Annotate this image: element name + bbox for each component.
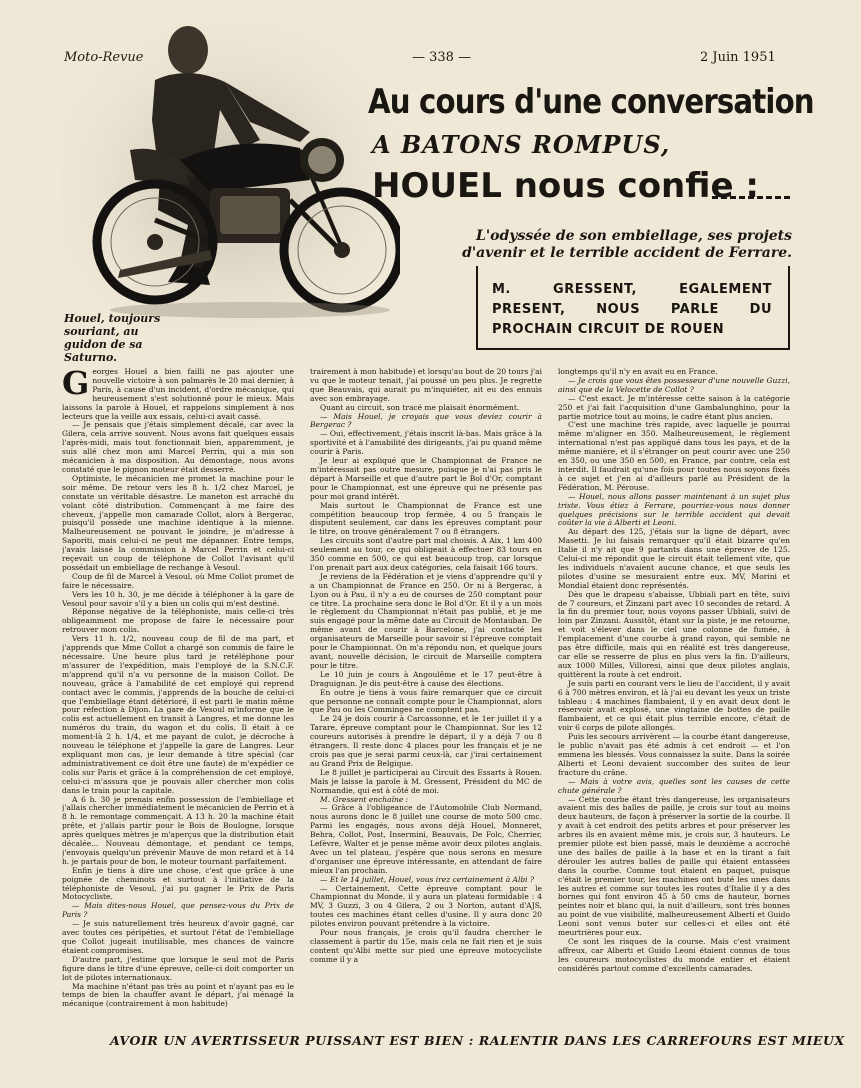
paragraph: En outre je tiens à vous faire remarquer que ce circuit que personne ne connaît compte pour le Championnat, alors que Pau ou les Comminges ne comptent pas. <box>310 687 542 715</box>
paragraph: Ma machine n'étant pas très au point et n'ayant pas eu le temps de bien la chauffer avant le départ, j'ai ménagé la mécanique (contrairement à mon habitude) <box>62 981 294 1009</box>
paragraph: longtemps qu'il n'y en avait eu en France. <box>558 368 718 376</box>
paragraph: Puis les secours arrivèrent — la courbe étant dangereuse, le public n'avait pas été admis à cet endroit — et l'on emmena les blessés. Vous connaissez la suite. Dans la soirée Alberti et Leoni devaient succomber des suites de leur fracture du crâne. <box>558 732 790 777</box>
article-column-2 <box>310 368 542 1023</box>
paragraph: Enfin je tiens à dire une chose, c'est que grâce à une poignée de cheminots et surtout à l'initiative de la téléphoniste de Vesoul, j'ai pu gagner le Prix de Paris Motocycliste. <box>62 865 294 902</box>
article-subtitle: L'odyssée de son embiellage, ses projets d'avenir et le terrible accident de Ferrare. <box>462 228 792 261</box>
rider-motorcycle-photo <box>60 10 400 328</box>
interview-question: — Et le 14 juillet, Houel, vous irez certainement à Albi ? <box>320 874 534 884</box>
paragraph: Je reviens de la Fédération et je viens d'apprendre qu'il y a un Championnat de France en 250. Or ni à Bergerac, à Lyon ou à Pau, il n'y a eu de courses de 250 comptant pour ce titre. La prochaine sera donc le Bol d'Or. Et il y a un mois le règlement du Championnat n'était pas publié, et je me suis engagé pour la même date au Circuit de Montauban. De même avant de courir à Barcelone, j'ai contacté les organisateurs de Marseille pour savoir si l'épreuve comptait pour le Championnat. On m'a répondu non, et quelque jours avant, nouvelle décision, le circuit de Marseille comptera pour le titre. <box>310 571 542 670</box>
paragraph: — Grâce à l'obligeance de l'Automobile Club Normand, nous aurons donc le 8 juillet une course de moto 500 cmc. Parmi les engagés, nous avons déjà Houel, Monneret, Behra, Collot, Post, Insermini, Beauvais, De Folc, Cherrier, Lefèvre, Walter et je pense même avoir deux pilotes anglais. Avec un tel plateau, j'espère que nous serons en mesure d'organiser une épreuve intéressante, en attendant de faire mieux l'an prochain. <box>310 803 542 875</box>
paragraph: — Cette courbe étant très dangereuse, les organisateurs avaient mis des balles de paille, je crois sur tout au moins deux hauteurs, de façon à préserver la sortie de la courbe. Il y avait à cet endroit des petits arbres et pour préserver les arbres ils en avaient même mis, je crois sur, 3 hauteurs. Le premier pilote est bien passé, mais le deuxième a accroché une des balles de paille à la base et en la tirant a fait dérouler les autres balles de paille qui étaient entassées dans la courbe. Comme tout étaient en paquet, puisque c'était le premier tour, les machines ont buté les unes dans les autres et comme sur toutes les routes d'Italie il y a des bornes qui font environ 45 à 50 cms de hauteur, bornes peintes noir et blanc qui, la nuit d'ailleurs, sont très bonnes au point de vue visibilité, malheureusement Alberti et Guido Leoni sont venus buter sur celles-ci et elles ont été meurtrières pour eux. <box>558 794 790 938</box>
drop-cap: G <box>62 368 90 402</box>
paragraph: — Oui, effectivement, j'étais inscrit là-bas. Mais grâce à la sportivité et à l'amabilité des dirigeants, j'ai pu quand même courir à Paris. <box>310 429 542 457</box>
paragraph: Réponse négative de la téléphoniste, mais celle-ci très obligeamment me propose de faire le nécessaire pour retrouver mon colis. <box>62 607 294 635</box>
paragraph: C'est une machine très rapide, avec laquelle je pourrai même m'aligner en 350. Malheureusement, le règlement international n'est pas appliqué dans tous les pays, et de la même manière, et il s'étranger on peut courir avec une 250 en 350, ou une 350 en 500, en France, par contre, cela est interdit. Il faudrait qu'une fois pour toutes nous soyons fixés à ce sujet et j'en ai d'ailleurs parlé au Président de la Fédération, M. Pérouse. <box>558 420 790 492</box>
paragraph: Pour nous français, je crois qu'il faudra chercher le classement à partir du 15e, mais cela ne fait rien et je suis content qu'Albi mette sur pied une épreuve motocycliste comme il y a <box>310 928 542 964</box>
paragraph: Mais surtout le Championnat de France est une compétition beaucoup trop fermée, 4 ou 5 français le disputent seulement, car dans les épreuves comptant pour le titre, on trouve généralement 7 ou 8 étrangers. <box>310 500 542 537</box>
paragraph: Le 8 juillet je participerai au Circuit des Essarts à Rouen. Mais je laisse la parole à M. Gressent, Président du MC de Normandie, qui est à côté de moi. <box>310 767 542 795</box>
article-column-3 <box>558 368 790 1023</box>
interview-question: M. Gressent enchaîne : <box>320 794 409 804</box>
paragraph: Vers les 10 h. 30, je me décide à téléphoner à la gare de Vesoul pour savoir s'il y a bien un colis qui m'est destiné. <box>62 589 294 608</box>
article-column-1 <box>62 368 294 1023</box>
paragraph: Optimiste, le mécanicien me promet la machine pour le soir même. De retour vers les 8 h. 1/2 chez Marcel, je constate un véritable désastre. Le maneton est arraché du volant côté distribution. Commençant à me faire des cheveux, j'appelle mon camarade Collot, alors à Bergerac, puisqu'il possède une machine identique à la mienne. Malheureusement ne pouvant le joindre, je m'adresse à Saporiti, mais celui-ci ne peut me dépanner. Entre temps, j'avais laissé la commission à Marcel Perrin et celui-ci reçevait un coup de téléphone de Collot l'avisant qu'il possédait un embiellage de rechange à Vesoul. <box>62 473 294 572</box>
page-number: — 338 — <box>412 50 472 65</box>
paragraph: Je suis parti en courant vers le lieu de l'accident, il y avait 6 à 700 mètres environ, et là j'ai eu devant les yeux un triste tableau : 4 machines flambaient, il y en avait deux dont le réservoir avait explosé, une vingtaine de bottes de paille flambaient, et ce qui était plus terrible encore, c'était de voir 6 corps de pilote allongés. <box>558 678 790 733</box>
paragraph: Au départ des 125, j'étais sur la ligne de départ, avec Masetti. Je lui faisais remarquer qu'il était bizarre qu'en Italie il n'y ait que 9 partants dans une épreuve de 125. Celui-ci me répondit que le circuit était tellement vite, que les individuels n'avaient aucune chance, et que seuls les pilotes d'usine se mesuraient entre eux. MV, Morini et Mondial étaient donc représentés. <box>558 527 790 590</box>
interview-question: — Mais dites-nous Houel, que pensez-vous du Prix de Paris ? <box>62 901 294 920</box>
paragraph: Georges Houel a bien failli ne pas ajouter une nouvelle victoire à son palmarès le 20 mai dernier, à Paris, à cause d'un incident, d'ordre mécanique, qui heureusement s'est solutionné pour le mieux. Mais laissons la parole à Houel, et rappelons simplement à nos lecteurs que la veille aux essais, celui-ci avait cassé. <box>62 368 294 421</box>
paragraph: Les circuits sont d'autre part mal choisis. A Aix, 1 km 400 seulement au tour, ce qui obligeait à effectuer 83 tours en 350 comme en 500, ce qui est beaucoup trop, car lorsque l'on prenait part aux deux catégories, cela faisait 166 tours. <box>310 536 542 572</box>
paragraph: — C'est exact. Je m'intéresse cette saison à la catégorie 250 et j'ai fait l'acquisition d'une Gambalunghino, pour la partie motrice tout au moins, le cadre étant plus ancien. <box>558 393 790 421</box>
interview-question: — Houel, nous allons passer maintenant à un sujet plus triste. Vous étiez à Ferrare, pourriez-vous nous donner quelques précisions sur le terrible accident qui devait coûter la vie à Alberti et Leoni. <box>558 491 790 528</box>
photo-caption: Houel, toujours souriant, au guidon de sa Saturno. <box>64 312 161 364</box>
paragraph: Le 10 juin je cours à Angoulême et le 17 peut-être à Draguignan. Je dis peut-être à cause des élections. <box>310 669 542 688</box>
headline-line-1: Au cours d'une conversation <box>368 82 814 122</box>
paragraph: Je leur ai expliqué que le Championnat de France ne m'intéressait pas outre mesure, puisque je n'ai pas pris le départ à Marseille et que d'autre part le Bol d'Or, comptant pour le Championnat, est une épreuve qui ne présente pas pour moi grand intérêt. <box>310 456 542 501</box>
decorative-dashes <box>712 196 790 207</box>
paragraph: Vers 11 h. 1/2, nouveau coup de fil de ma part, et j'apprends que Mme Collot a chargé son commis de faire le nécessaire. Une heure plus tard je retéléphone pour m'assurer de l'expédition, mais l'employé de la S.N.C.F. m'apprend qu'il n'a vu personne de la maison Collot. De nouveau, grâce à l'amabilité de cet employé qui reprend contact avec le commis, j'apprends de la bouche de celui-ci que l'embiellage étant détérioré, il est parti le matin même pour réfection à Dijon. La gare de Vesoul m'informe que le colis est actuellement en transit à Langres, et me donne les numéros du train, du wagon et du colis. Il était à ce moment-là 2 h. 1/4, et me payant de culot, je décroche à nouveau le téléphone et j'appelle la gare de Langres. Leur expliquant mon cas, je leur demande à titre spécial (car administrativement ce doit être une faute) de m'expédier ce colis sur Paris et grâce à la compréhension de cet employé, celui-ci m'assura que je pouvais aller chercher mon colis dans le train pour la capitale. <box>62 634 294 795</box>
paragraph: Dès que le drapeau s'abaisse, Ubbiali part en tête, suivi de 7 coureurs, et Zinzani part avec 10 secondes de retard. A la fin du premier tour, nous voyons passer Ubbiali, suivi de loin par Zinzani. Aussitôt, étant sur la piste, je me retourne, et voit s'élever dans le ciel une colonne de fumée, à l'emplacement d'une courbe à grand rayon, qui semble ne pas être difficile, mais qui en réalité est très dangereuse, car elle se resserre de plus en plus vers la fin. D'ailleurs, aux 1000 Milles, Villoresi, ainsi que deux pilotes anglais, quittèrent la route à cet endroit. <box>558 589 790 679</box>
paragraph: — Certainement. Cette épreuve comptant pour le Championnat du Monde, il y aura un plateau formidable : 4 MV, 3 Guzzi, 3 ou 4 Gilera, 2 ou 3 Norton, autant d'AJS, toutes ces machines étant celles d'usine. Il y aura donc 20 pilotes environ pouvant prétendre à la victoire. <box>310 883 542 929</box>
boxed-intro: M. GRESSENT, EGALEMENT PRESENT, NOUS PARLE DU PROCHAIN CIRCUIT DE ROUEN <box>492 282 772 337</box>
headline-line-3: HOUEL nous confie : <box>372 166 759 206</box>
paragraph: Coup de fil de Marcel à Vesoul, où Mme Collot promet de faire le nécessaire. <box>62 571 294 590</box>
interview-question: — Je crois que vous êtes possesseur d'une nouvelle Guzzi, ainsi que de la Velocette de Collot ? <box>558 375 790 394</box>
headline-line-2: A BATONS ROMPUS, <box>372 130 671 159</box>
paragraph: — Je suis naturellement très heureux d'avoir gagné, car avec toutes ces péripéties, et surtout l'état de l'embiellage que Collot jugeait inutilisable, mes chances de vaincre étaient compromises. <box>62 919 294 955</box>
paragraph: A 6 h. 30 je prenais enfin possession de l'embiellage et j'allais chercher immédiatement le mécanicien de Perrin et à 8 h. le remontage commençait. A 13 h. 20 la machine était prête, et j'allais partir pour le Bois de Boulogne, lorsque après quelques mètres je m'aperçus que la distribution était décalée... Nouveau démontage, et pendant ce temps, j'envoyais quelqu'un prévenir Mauve de mon retard et à 14 h. je partais pour de bon, le moteur tournant parfaitement. <box>62 794 294 866</box>
paragraph: Ce sont les risques de la course. Mais c'est vraiment affreux, car Alberti et Guido Leoni étaient connus de tous les coureurs motocyclistes du monde entier et étaient considérés partout comme d'excellents camarades. <box>558 937 790 973</box>
paragraph: Le 24 je dois courir à Carcassonne, et le 1er juillet il y a Tarare, épreuve comptant pour le Championnat. Sur les 12 coureurs autorisés à prendre le départ, il y a déjà 7 ou 8 étrangers. Il reste donc 4 places pour les français et je ne crois pas que je serai parmi ceux-là, car j'irai certainement au Grand Prix de Belgique. <box>310 714 542 768</box>
paragraph: Quant au circuit, son tracé me plaisait énormément. <box>320 402 520 412</box>
footer-slogan: AVOIR UN AVERTISSEUR PUISSANT EST BIEN : RALENTIR DANS LES CARREFOURS EST MIEUX <box>110 1033 845 1048</box>
paragraph: D'autre part, j'estime que lorsque le seul mot de Paris figure dans le titre d'une épreuve, celle-ci doit comporter un lot de pilotes internationaux. <box>62 954 294 982</box>
paragraph: trairement à mon habitude) et lorsqu'au bout de 20 tours j'ai vu que le moteur tenait, j'ai poussé un peu plus. Je regrette que Beauvais, qui aurait pu m'inquiéter, ait eu des ennuis avec son embrayage. <box>310 368 542 403</box>
issue-date: 2 Juin 1951 <box>700 50 776 65</box>
interview-question: — Mais à votre avis, quelles sont les causes de cette chute générale ? <box>558 776 790 795</box>
paragraph: — Je pensais que j'étais simplement décalé, car avec la Gilera, cela arrive souvent. Nous avons fait quelques essais l'après-midi, mais tout fonctionnait bien, apparemment, je suis allé chez mon ami Marcel Perrin, qui a mis son mécanicien à ma disposition. Au démontage, nous avons constaté que le pignon moteur était desserré. <box>62 420 294 474</box>
interview-question: — Mais Houel, je croyais que vous deviez courir à Bergerac ? <box>310 411 542 430</box>
